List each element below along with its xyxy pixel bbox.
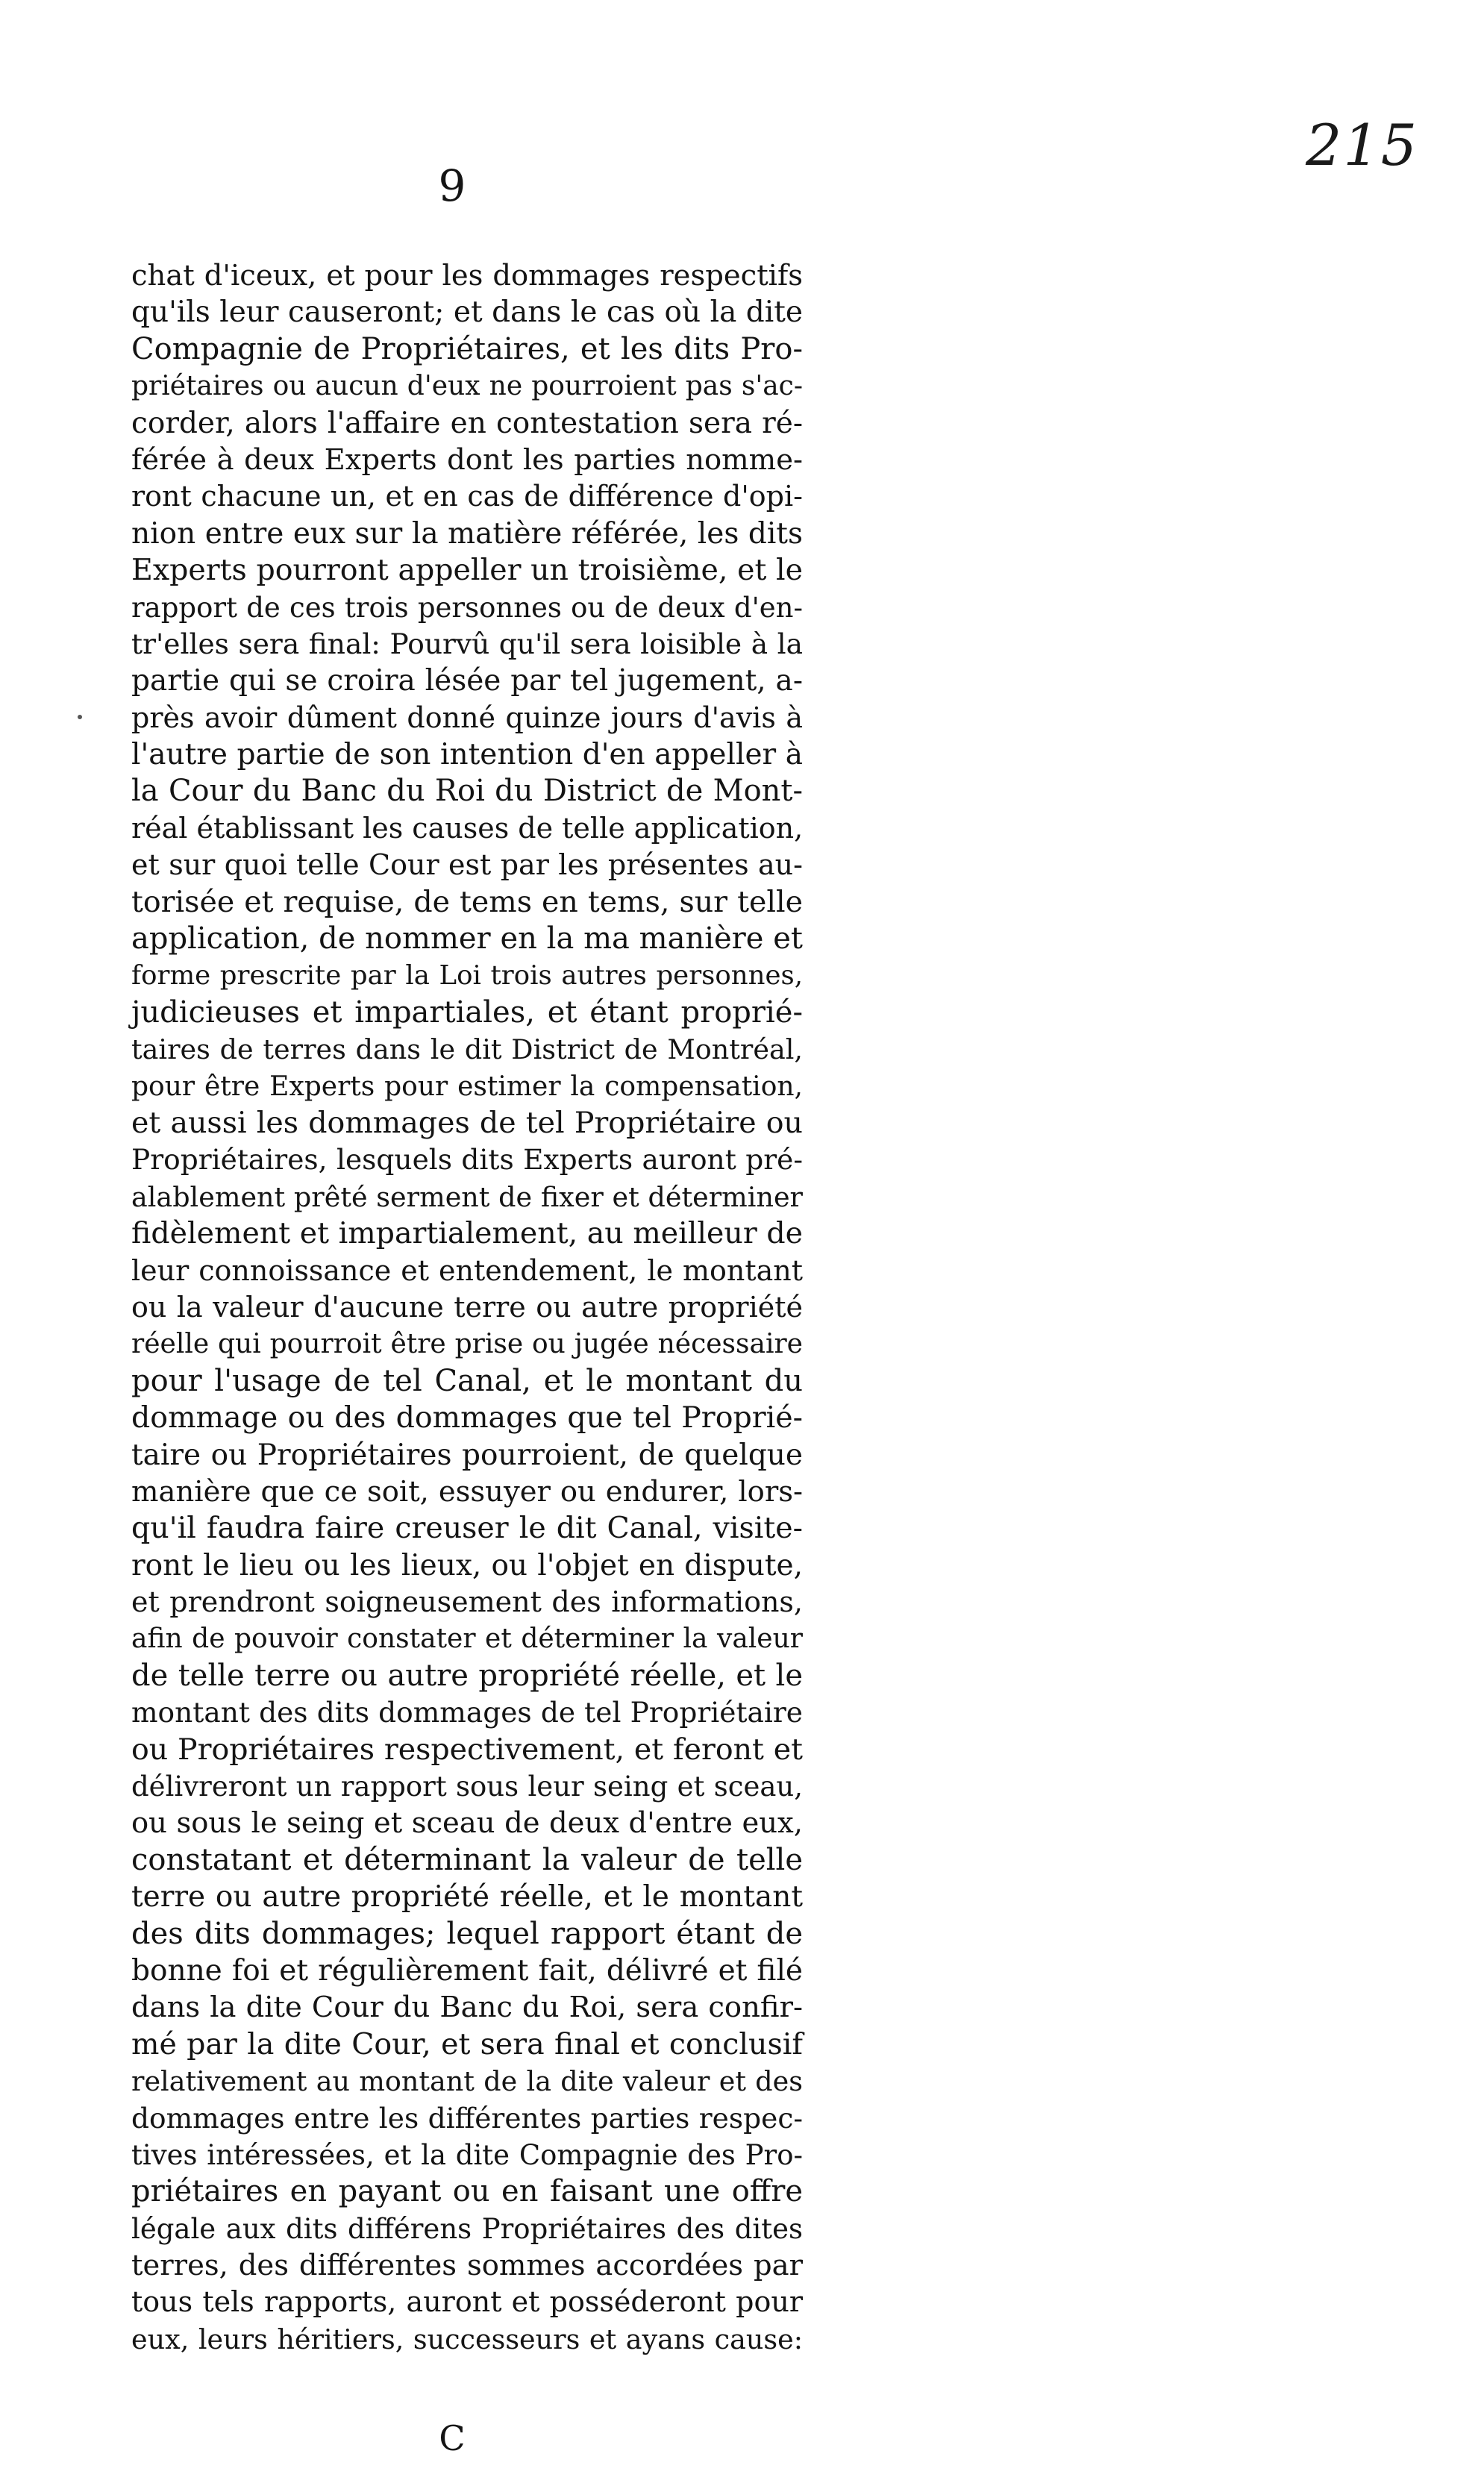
text-line: la Cour du Banc du Roi du District de Mont- [131,774,803,809]
text-line: près avoir dûment donné quinze jours d'avis à [131,701,803,734]
text-line: tives intéressées, et la dite Compagnie des Pro- [131,2138,803,2171]
text-line: mé par la dite Cour, et sera final et conclusif [131,2026,803,2061]
text-line: ront chacune un, et en cas de différence d'opi- [131,480,803,513]
text-line: délivreront un rapport sous leur seing et sceau, [131,1770,803,1803]
text-line: et sur quoi telle Cour est par les présentes au- [131,848,803,882]
text-line: bonne foi et régulièrement fait, délivré et filé [131,1953,803,1988]
text-line: tr'elles sera final: Pourvû qu'il sera loisible à la [131,627,803,660]
text-line: qu'il faudra faire creuser le dit Canal, visite- [131,1511,803,1546]
text-line: réelle qui pourroit être prise ou jugée nécessaire [131,1329,803,1360]
text-line: dommages entre les différentes parties respec- [131,2101,803,2135]
text-line: leur connoissance et entendement, le montant [131,1253,803,1287]
text-line: eux, leurs héritiers, successeurs et ayans cause: [131,2323,803,2355]
text-line: priétaires en payant ou en faisant une offre [131,2174,803,2209]
text-line: relativement au montant de la dite valeur et des [131,2065,803,2098]
text-line: Compagnie de Propriétaires, et les dits Pro- [131,331,803,366]
text-line: Propriétaires, lesquels dits Experts auront pré- [131,1143,803,1177]
text-line: ront le lieu ou les lieux, ou l'objet en dispute, [131,1548,803,1582]
text-line: forme prescrite par la Loi trois autres personnes, [131,960,803,992]
text-line: chat d'iceux, et pour les dommages respectifs [131,259,803,292]
text-line: Experts pourront appeller un troisième, et le [131,553,803,588]
text-line: manière que ce soit, essuyer ou endurer, lors- [131,1474,803,1509]
text-line: fidèlement et impartialement, au meilleur de [131,1216,803,1251]
text-line: rapport de ces trois personnes ou de deux d'en- [131,591,803,624]
text-line: priétaires ou aucun d'eux ne pourroient pas s'ac- [131,371,803,402]
text-line: légale aux dits différens Propriétaires des dites [131,2212,803,2245]
text-line: taire ou Propriétaires pourroient, de quelque [131,1438,803,1472]
text-line: terres, des différentes sommes accordées par [131,2249,803,2283]
text-line: nion entre eux sur la matière référée, les dits [131,516,803,551]
text-line: des dits dommages; lequel rapport étant de [131,1916,803,1951]
text-line: judicieuses et impartiales, et étant proprié- [131,995,803,1030]
text-line: férée à deux Experts dont les parties nomme- [131,442,803,477]
signature-mark: C [439,2418,466,2458]
text-line: ou la valeur d'aucune terre ou autre propriété [131,1290,803,1324]
text-line: partie qui se croira lésée par tel jugement, a- [131,664,803,698]
text-line: montant des dits dommages de tel Propriétaire [131,1696,803,1729]
text-line: ou sous le seing et sceau de deux d'entre eux, [131,1806,803,1841]
text-line: taires de terres dans le dit District de Montréal, [131,1033,803,1066]
text-line: pour être Experts pour estimer la compensation, [131,1071,803,1102]
text-line: constatant et déterminant la valeur de telle [131,1842,803,1877]
text-line: qu'ils leur causeront; et dans le cas où la dite [131,295,803,330]
text-line: application, de nommer en la ma manière et [131,921,803,956]
page-number: 9 [438,160,466,211]
text-line: l'autre partie de son intention d'en appeller à [131,738,803,772]
folio-number: 215 [1306,112,1419,178]
text-line: ou Propriétaires respectivement, et feront et [131,1732,803,1767]
text-line: pour l'usage de tel Canal, et le montant du [131,1363,803,1398]
text-line: et aussi les dommages de tel Propriétaire ou [131,1105,803,1140]
text-line: tous tels rapports, auront et posséderont pour [131,2285,803,2319]
ink-speck [78,715,82,719]
text-line: torisée et requise, de tems en tems, sur telle [131,884,803,919]
text-line: et prendront soigneusement des informations, [131,1585,803,1619]
text-line: dommage ou des dommages que tel Proprié- [131,1400,803,1435]
text-line: réal établissant les causes de telle application, [131,811,804,845]
text-line: dans la dite Cour du Banc du Roi, sera confir- [131,1991,803,2025]
text-line: corder, alors l'affaire en contestation sera ré- [131,406,803,440]
body-text [131,257,803,2358]
text-line: alablement prêté serment de fixer et déterminer [131,1180,803,1213]
text-line: de telle terre ou autre propriété réelle, et le [131,1658,803,1693]
text-line: terre ou autre propriété réelle, et le montant [131,1880,803,1914]
text-line: afin de pouvoir constater et déterminer la valeur [131,1624,803,1655]
